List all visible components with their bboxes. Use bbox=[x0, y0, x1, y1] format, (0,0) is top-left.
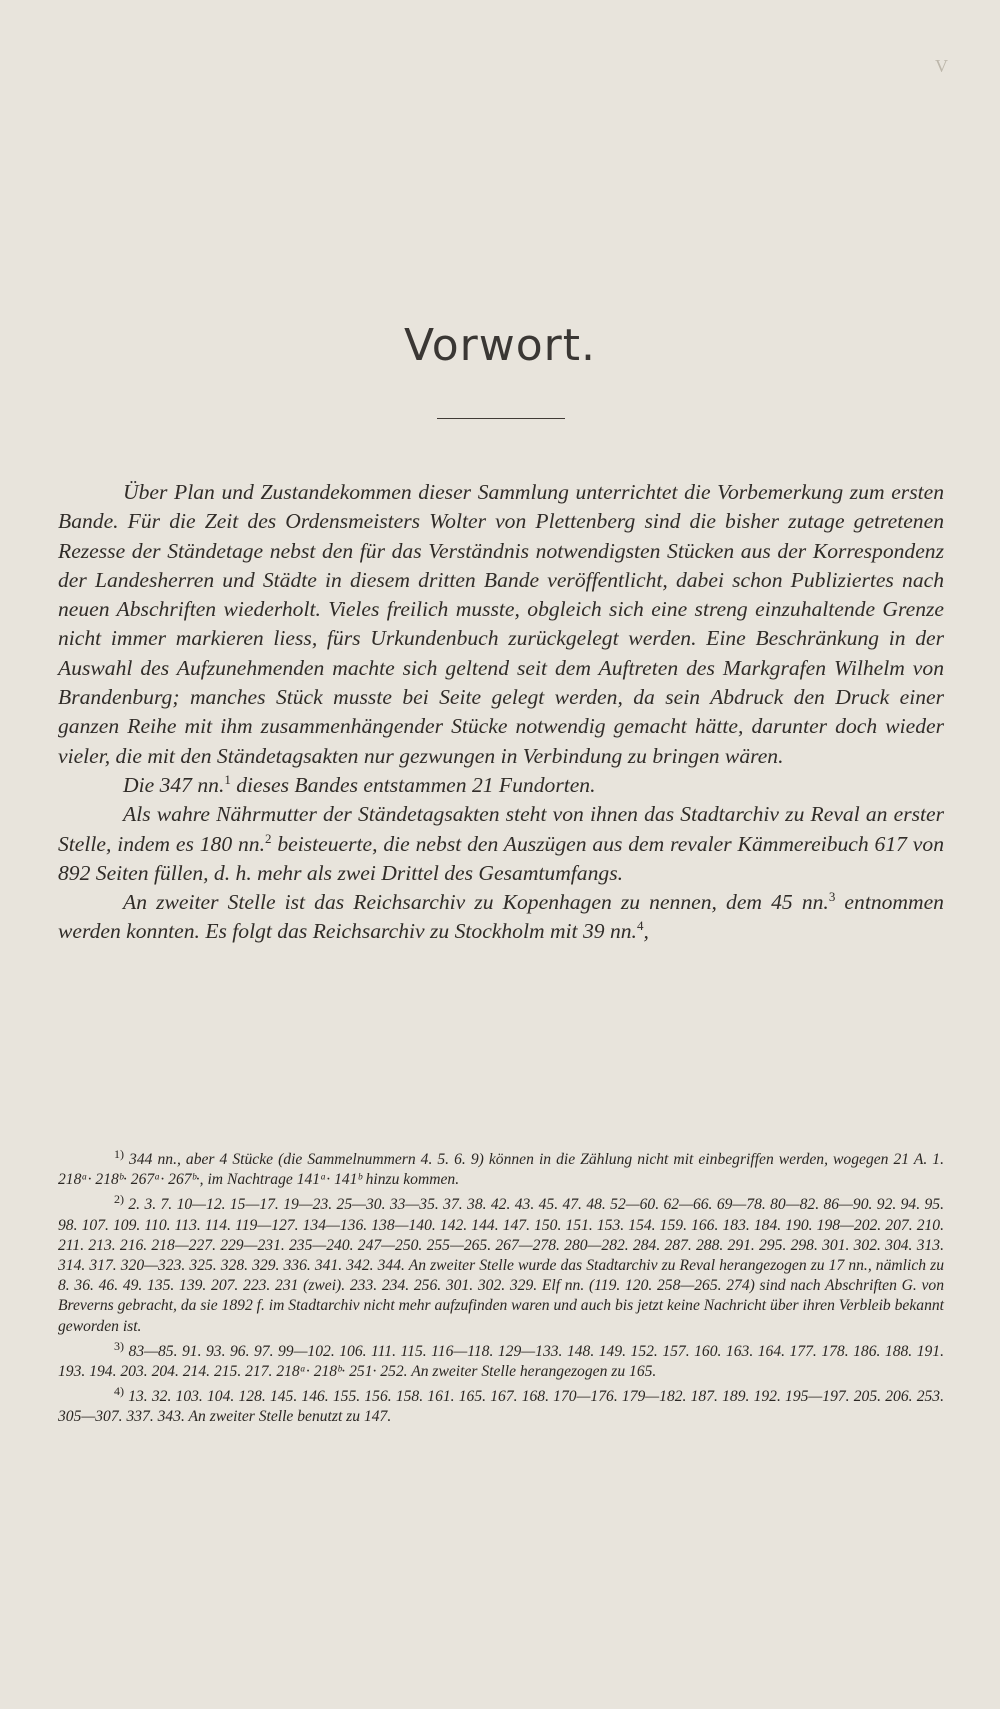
paragraph: Über Plan und Zustandekommen dieser Sammlung unterrichtet die Vorbemerkung zum ersten Bande. Für die Zeit des Ordensmeisters Wolter von Plettenberg sind die bisher zutage getretenen Rezesse der Ständetage nebst den für das Verständnis notwendigsten Stücken aus der Korrespondenz der Landesherren und Städte in diesem dritten Bande veröffentlicht, dabei schon Publiziertes nach neuen Abschriften wiederholt. Vieles freilich musste, obgleich sich eine streng einzuhaltende Grenze nicht immer markieren liess, fürs Urkundenbuch zurückgelegt werden. Eine Beschränkung in der Auswahl des Aufzunehmenden machte sich geltend seit dem Auftreten des Markgrafen Wilhelm von Brandenburg; manches Stück musste bei Seite gelegt werden, da sein Abdruck den Druck einer ganzen Reihe mit ihm zusammenhängender Stücke notwendig gemacht hätte, darunter doch wieder vieler, die mit den Ständetagsakten nur gezwungen in Verbindung zu bringen wären. bbox=[58, 480, 944, 768]
footnote bbox=[58, 1384, 944, 1427]
title-rule bbox=[437, 418, 565, 419]
footnote-text: 344 nn., aber 4 Stücke (die Sammelnummern 4. 5. 6. 9) können in die Zählung nicht mit einbegriffen werden, wogegen 21 A. 1. 218ᵃ· 218ᵇ· 267ᵃ· 267ᵇ·, im Nachtrage 141ᵃ· 141ᵇ hinzu kommen. bbox=[58, 1151, 945, 1189]
footnote-ref[interactable]: 4 bbox=[636, 918, 644, 934]
footnote-ref[interactable]: 3 bbox=[828, 888, 836, 904]
footnote-ref[interactable]: 1 bbox=[224, 771, 231, 787]
page-title: Vorwort. bbox=[404, 320, 596, 371]
footnote-mark: 1) bbox=[114, 1146, 124, 1161]
footnote-mark: 3) bbox=[114, 1338, 124, 1353]
paragraph: Die 347 nn.$^1$ dieses Bandes entstammen 21 Fundorten. bbox=[123, 771, 596, 797]
footnote-mark: 4) bbox=[114, 1384, 124, 1399]
footnote bbox=[58, 1146, 945, 1190]
preface-body bbox=[58, 478, 944, 947]
footnote bbox=[58, 1338, 944, 1382]
footnote-text: 13. 32. 103. 104. 128. 145. 146. 155. 156. 158. 161. 165. 167. 168. 170—176. 179—182. 187. 189. 192. 195—197. 205. 206. 253. 305—307. 337. 343. An zweiter Stelle benutzt zu 147. bbox=[58, 1388, 944, 1426]
footnote-ref[interactable]: 2 bbox=[265, 830, 272, 846]
footnote-mark: 2) bbox=[114, 1192, 124, 1207]
footnote-text: 83—85. 91. 93. 96. 97. 99—102. 106. 111. 115. 116—118. 129—133. 148. 149. 152. 157. 160. 163. 164. 177. 178. 186. 188. 191. 193. 194. 203. 204. 214. 215. 217. 218ᵃ· 218ᵇ· 251· 252. An zweiter Stelle herangezogen zu 165. bbox=[58, 1342, 944, 1381]
footnote-text: 2. 3. 7. 10—12. 15—17. 19—23. 25—30. 33—35. 37. 38. 42. 43. 45. 47. 48. 52—60. 62—66. 69—78. 80—82. 86—90. 92. 94. 95. 98. 107. 109. 110. 113. 114. 119—127. 134—136. 138—140. 142. 144. 147. 150. 151. 153. 154. 159. 166. 183. 184. 190. 198—202. 207. 210. 211. 213. 216. 218—227. 229—231. 235—240. 247—250. 255—265. 267—278. 280—282. 284. 287. 288. 291. 295. 298. 301. 302. 304. 313. 314. 317. 320—323. 325. 328. 329. 336. 341. 342. 344. An zweiter Stelle wurde das Stadtarchiv zu Reval herangezogen zu 17 nn., nämlich zu 8. 36. 46. 49. 135. 139. 207. 223. 231 (zwei). 233. 234. 256. 301. 302. 329. Elf nn. (119. 120. 258—265. 274) sind nach Abschriften G. von Breverns gebracht, da sie 1892 f. im Stadtarchiv nicht mehr aufzufinden waren und auch bis jetzt keine Nachricht über ihren Verbleib bekannt geworden ist. bbox=[58, 1196, 944, 1335]
page-number: V bbox=[935, 56, 948, 76]
footnotes bbox=[58, 1146, 945, 1433]
paragraph: An zweiter Stelle ist das Reichsarchiv zu Kopenhagen zu nennen, dem 45 nn.$^3$ entnommen werden konnten. Es folgt das Reichsarchiv zu Stockholm mit 39 nn.$^4$, bbox=[58, 888, 944, 944]
paragraph: Als wahre Nährmutter der Ständetagsakten steht von ihnen das Stadtarchiv zu Reval an erster Stelle, indem es 180 nn.$^2$ beisteuerte, die nebst den Auszügen aus dem revaler Kämmereibuch 617 von 892 Seiten füllen, d. h. mehr als zwei Drittel des Gesamtumfangs. bbox=[58, 802, 944, 885]
footnote bbox=[58, 1192, 944, 1336]
